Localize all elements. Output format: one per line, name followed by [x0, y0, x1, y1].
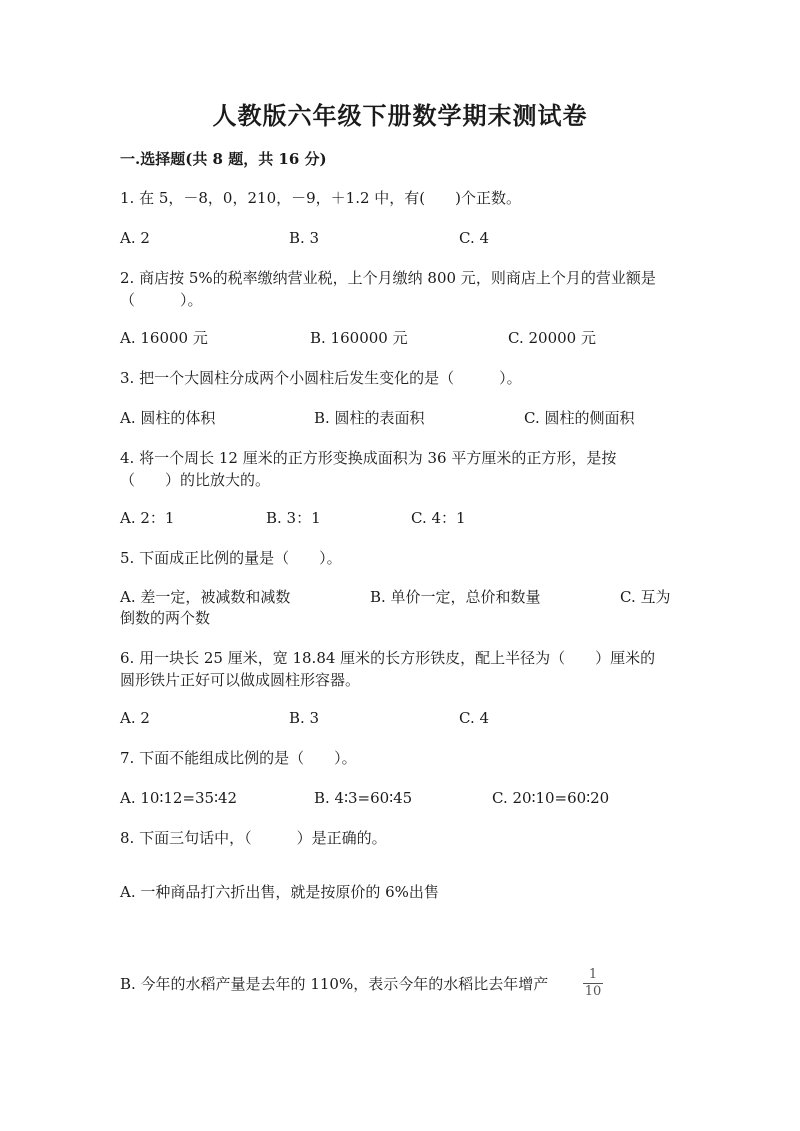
question-8-stem: 8. 下面三句话中，（ ）是正确的。 — [120, 829, 387, 847]
question-5-option-b: B. 单价一定，总价和数量 — [370, 588, 541, 606]
question-5-stem: 5. 下面成正比例的量是（ ）。 — [120, 549, 342, 567]
question-1-option-a: A. 2 — [120, 229, 150, 247]
question-1-option-b: B. 3 — [289, 229, 320, 247]
question-2-stem-line-2: （ ）。 — [120, 291, 203, 309]
question-2-stem-line-1: 2. 商店按 5%的税率缴纳营业税，上个月缴纳 800 元，则商店上个月的营业额是 — [120, 269, 656, 287]
question-4-option-b: B. 3：1 — [266, 509, 321, 527]
question-7-stem: 7. 下面不能组成比例的是（ ）。 — [120, 749, 357, 767]
question-4-option-a: A. 2：1 — [120, 509, 175, 527]
question-3-option-c: C. 圆柱的侧面积 — [524, 409, 635, 427]
question-3-option-a: A. 圆柱的体积 — [120, 409, 216, 427]
question-5-option-c: C. 互为 — [620, 588, 671, 606]
question-1-option-c: C. 4 — [459, 229, 490, 247]
question-2-option-c: C. 20000 元 — [508, 329, 596, 347]
question-6-option-c: C. 4 — [459, 709, 490, 727]
question-3-stem: 3. 把一个大圆柱分成两个小圆柱后发生变化的是（ ）。 — [120, 369, 522, 387]
question-2-option-b: B. 160000 元 — [310, 329, 408, 347]
question-6-stem-line-1: 6. 用一块长 25 厘米，宽 18.84 厘米的长方形铁皮，配上半径为（ ）厘米的 — [120, 649, 656, 667]
question-3-option-b: B. 圆柱的表面积 — [314, 409, 425, 427]
fraction-numerator: 1 — [588, 967, 598, 982]
question-2-option-a: A. 16000 元 — [120, 329, 208, 347]
question-1-stem: 1. 在 5，－8，0，210，－9，＋1.2 中，有( )个正数。 — [120, 189, 521, 207]
question-8-option-a: A. 一种商品打六折出售，就是按原价的 6%出售 — [120, 883, 439, 901]
fraction-denominator: 10 — [584, 984, 602, 999]
question-4-option-c: C. 4：1 — [411, 509, 466, 527]
question-7-option-b: B. 4∶3=60∶45 — [314, 789, 413, 807]
question-4-stem-line-2: （ ）的比放大的。 — [120, 471, 271, 489]
question-5-option-a: A. 差一定，被减数和减数 — [120, 588, 291, 606]
question-5-option-c-continued: 倒数的两个数 — [120, 609, 211, 627]
question-4-stem-line-1: 4. 将一个周长 12 厘米的正方形变换成面积为 36 平方厘米的正方形，是按 — [120, 449, 617, 467]
question-6-stem-line-2: 圆形铁片正好可以做成圆柱形容器。 — [120, 671, 361, 689]
section-heading: 一.选择题(共 8 题，共 16 分) — [120, 150, 327, 168]
question-8-option-b: B. 今年的水稻产量是去年的 110%，表示今年的水稻比去年增产 — [120, 975, 549, 993]
question-7-option-a: A. 10∶12=35∶42 — [120, 789, 238, 807]
question-6-option-a: A. 2 — [120, 709, 150, 727]
page-title: 人教版六年级下册数学期末测试卷 — [212, 101, 588, 130]
question-7-option-c: C. 20∶10=60∶20 — [492, 789, 610, 807]
question-6-option-b: B. 3 — [289, 709, 320, 727]
fraction-one-tenth — [583, 968, 603, 999]
